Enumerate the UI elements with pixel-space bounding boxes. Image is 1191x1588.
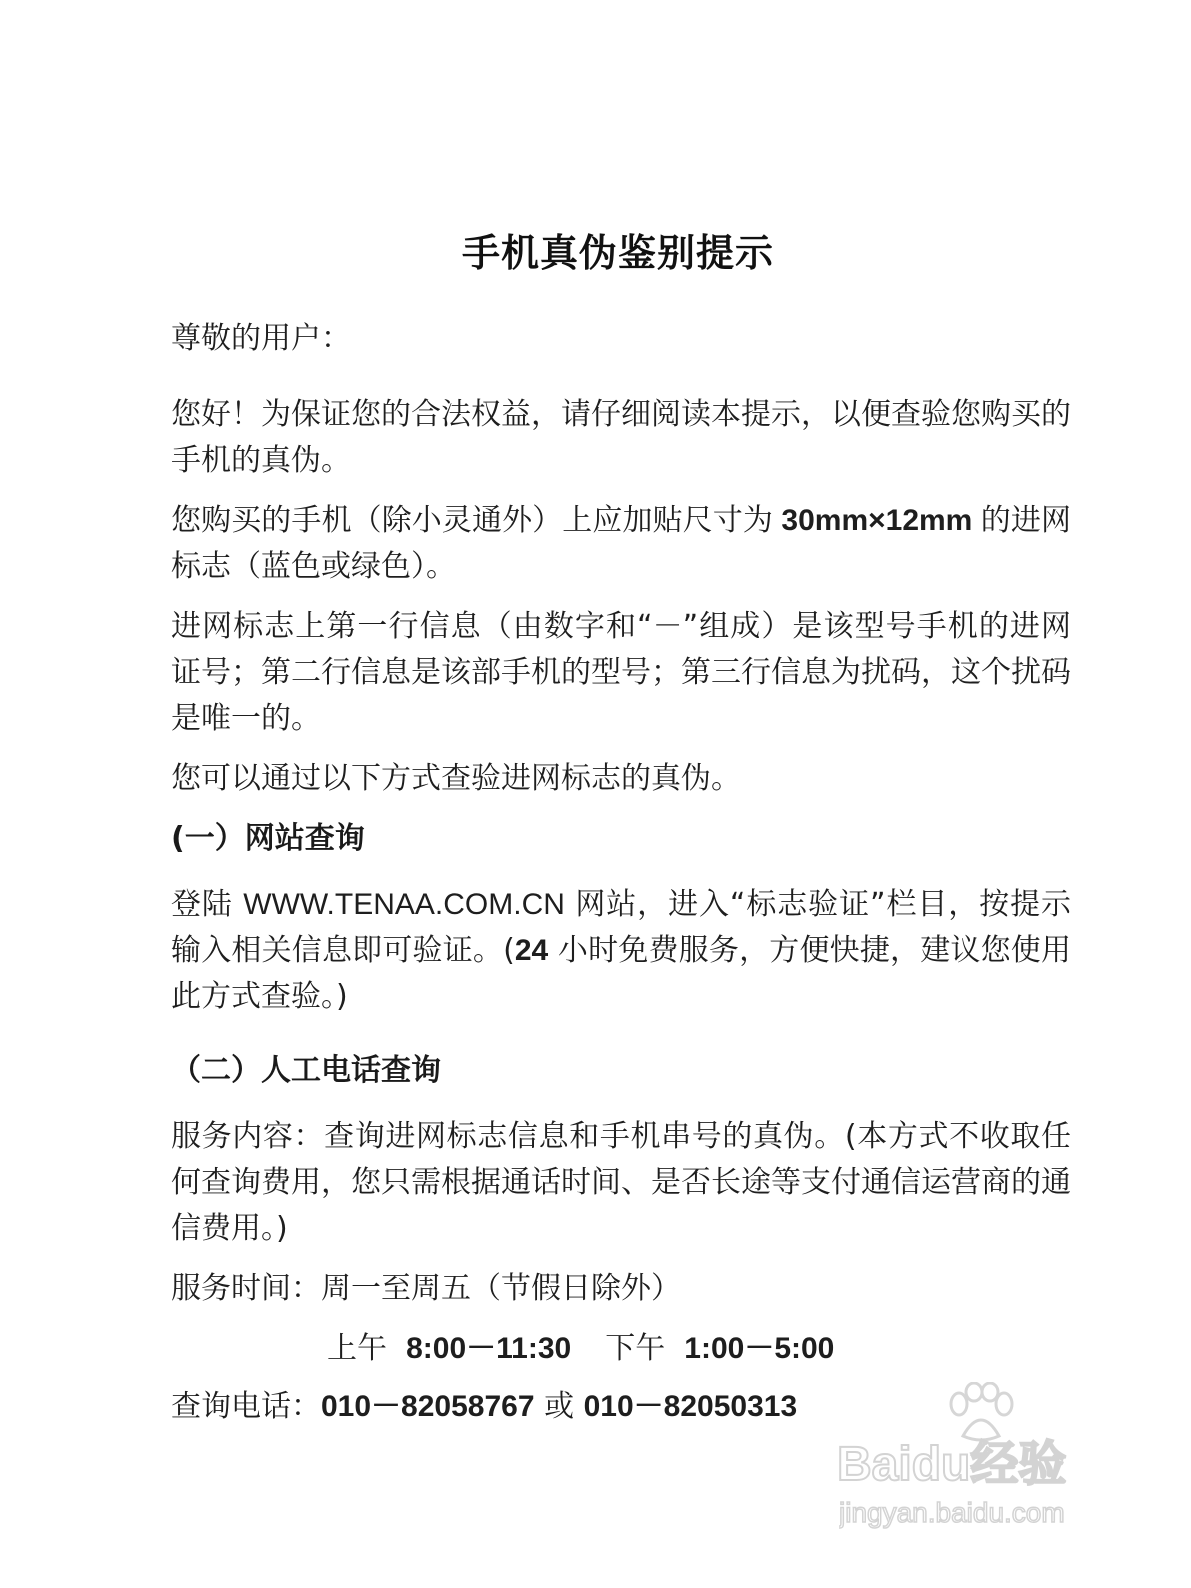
pm-hours: 1:00－5:00 [684, 1332, 835, 1365]
phone-or: 或 [534, 1389, 584, 1424]
website-paragraph [171, 882, 1071, 1020]
am-hours: 8:00－11:30 [406, 1332, 572, 1365]
service-hours-line [327, 1326, 1071, 1372]
phone-label: 查询电话： [171, 1389, 321, 1424]
label-size-paragraph [171, 498, 1071, 590]
greeting: 尊敬的用户： [171, 321, 351, 356]
phone-number-1: 010－82058767 [321, 1390, 535, 1423]
service-time-line: 服务时间：周一至周五（节假日除外） [171, 1271, 681, 1306]
label-para-after: 的进网标志（蓝色或绿色）。 [171, 503, 1071, 584]
website-url: WWW.TENAA.COM.CN [243, 888, 565, 921]
baidu-jingyan-watermark [835, 1382, 1105, 1532]
service-content-paragraph: 服务内容：查询进网标志信息和手机串号的真伪。(本方式不收取任何查询费用，您只需根据通话时间、是否长途等支付通信运营商的通信费用。) [171, 1119, 1071, 1246]
watermark-url-graphic [839, 1494, 1109, 1530]
am-label: 上午 [327, 1331, 387, 1366]
label-info-paragraph: 进网标志上第一行信息（由数字和“－”组成）是该型号手机的进网证号；第二行信息是该部手机的型号；第三行信息为扰码，这个扰码是唯一的。 [171, 609, 1071, 736]
website-text-before: 登陆 [171, 887, 244, 922]
label-para-before: 您购买的手机（除小灵通外）上应加贴尺寸为 [171, 503, 773, 538]
intro-paragraph: 您好！为保证您的合法权益，请仔细阅读本提示，以便查验您购买的手机的真伪。 [171, 397, 1071, 478]
document-body [171, 316, 1071, 1430]
pm-label: 下午 [605, 1331, 666, 1366]
section-website-heading: (一）网站查询 [171, 821, 365, 856]
website-text-after: 网站，进入“标志验证”栏目，按提示输入相关信息即可验证。( [171, 887, 1071, 968]
label-size: 30mm×12mm [772, 504, 981, 537]
watermark-url: jingyan.baidu.com [839, 1497, 1065, 1528]
section-phone-heading: （二）人工电话查询 [171, 1053, 441, 1088]
baidu-jingyan-logo [835, 1434, 1105, 1490]
logo-text: Baidu经验 [837, 1438, 1067, 1490]
phone-number-2: 010－82050313 [583, 1390, 798, 1423]
document-title: 手机真伪鉴别提示 [461, 231, 774, 275]
website-text-after-2: 小时免费服务，方便快捷，建议您使用此方式查验。) [171, 933, 1071, 1014]
methods-intro: 您可以通过以下方式查验进网标志的真伪。 [171, 761, 741, 796]
service-hours-number: 24 [514, 934, 549, 967]
